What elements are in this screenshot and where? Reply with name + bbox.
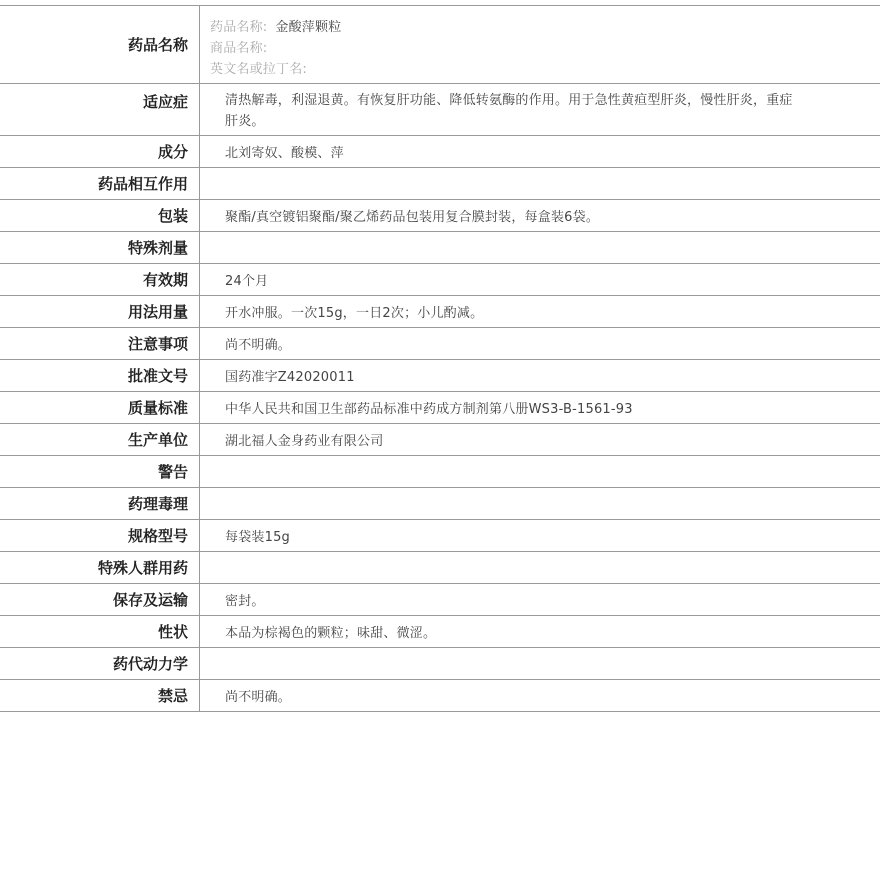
drug-info-table (0, 5, 880, 712)
row-value: 本品为棕褐色的颗粒；味甜、微涩。 (225, 626, 437, 641)
row-value: 尚不明确。 (225, 338, 292, 353)
info-row (0, 328, 880, 360)
info-row (0, 552, 880, 584)
info-row (0, 488, 880, 520)
row-label: 药品相互作用 (0, 168, 200, 199)
info-rows (0, 84, 880, 712)
row-label: 特殊剂量 (0, 232, 200, 263)
row-value: 国药准字Z42020011 (225, 370, 355, 385)
row-label: 成分 (0, 136, 200, 167)
row-label: 药理毒理 (0, 488, 200, 519)
latin-name-line (210, 59, 880, 80)
info-row (0, 168, 880, 200)
row-label: 保存及运输 (0, 584, 200, 615)
info-row (0, 264, 880, 296)
row-value: 中华人民共和国卫生部药品标准中药成方制剂第八册WS3-B-1561-93 (225, 402, 633, 417)
info-row (0, 424, 880, 456)
row-value (200, 488, 880, 519)
row-label: 药代动力学 (0, 648, 200, 679)
row-label: 生产单位 (0, 424, 200, 455)
info-row (0, 584, 880, 616)
row-value: 北刘寄奴、酸模、萍 (225, 146, 344, 161)
info-row (0, 520, 880, 552)
trade-name-line (210, 38, 880, 59)
info-row (0, 648, 880, 680)
row-label: 性状 (0, 616, 200, 647)
info-row (0, 136, 880, 168)
latin-name-key: 英文名或拉丁名: (210, 62, 307, 77)
row-value (200, 232, 880, 263)
row-value: 24个月 (225, 274, 269, 289)
generic-name-value: 金酸萍颗粒 (275, 20, 342, 35)
info-row (0, 200, 880, 232)
row-label: 警告 (0, 456, 200, 487)
row-value: 密封。 (225, 594, 265, 609)
info-row (0, 296, 880, 328)
generic-name-line (210, 17, 880, 38)
info-row (0, 456, 880, 488)
info-row (0, 232, 880, 264)
info-row (0, 392, 880, 424)
row-value (200, 552, 880, 583)
row-label: 批准文号 (0, 360, 200, 391)
row-label: 质量标准 (0, 392, 200, 423)
row-label-drug-name: 药品名称 (0, 6, 200, 83)
row-label: 规格型号 (0, 520, 200, 551)
row-value (200, 648, 880, 679)
info-row (0, 616, 880, 648)
row-value: 聚酯/真空镀铝聚酯/聚乙烯药品包装用复合膜封装，每盒装6袋。 (225, 210, 600, 225)
info-row (0, 680, 880, 712)
row-value: 开水冲服。一次15g，一日2次；小儿酌减。 (225, 306, 484, 321)
row-value: 湖北福人金身药业有限公司 (225, 434, 384, 449)
row-label: 适应症 (0, 84, 200, 135)
row-label: 特殊人群用药 (0, 552, 200, 583)
drug-name-row (0, 6, 880, 84)
row-label: 用法用量 (0, 296, 200, 327)
drug-name-values (200, 6, 880, 83)
row-label: 包装 (0, 200, 200, 231)
row-value (200, 456, 880, 487)
info-row (0, 84, 880, 136)
row-value: 尚不明确。 (225, 690, 292, 705)
row-label: 禁忌 (0, 680, 200, 711)
info-row (0, 360, 880, 392)
trade-name-key: 商品名称: (210, 41, 268, 56)
row-label: 注意事项 (0, 328, 200, 359)
generic-name-key: 药品名称: (210, 20, 268, 35)
row-value: 每袋装15g (225, 530, 290, 545)
row-label: 有效期 (0, 264, 200, 295)
row-value (200, 168, 880, 199)
row-value: 清热解毒，利湿退黄。有恢复肝功能、降低转氨酶的作用。用于急性黄疸型肝炎，慢性肝炎，重症肝炎。 (225, 93, 793, 129)
